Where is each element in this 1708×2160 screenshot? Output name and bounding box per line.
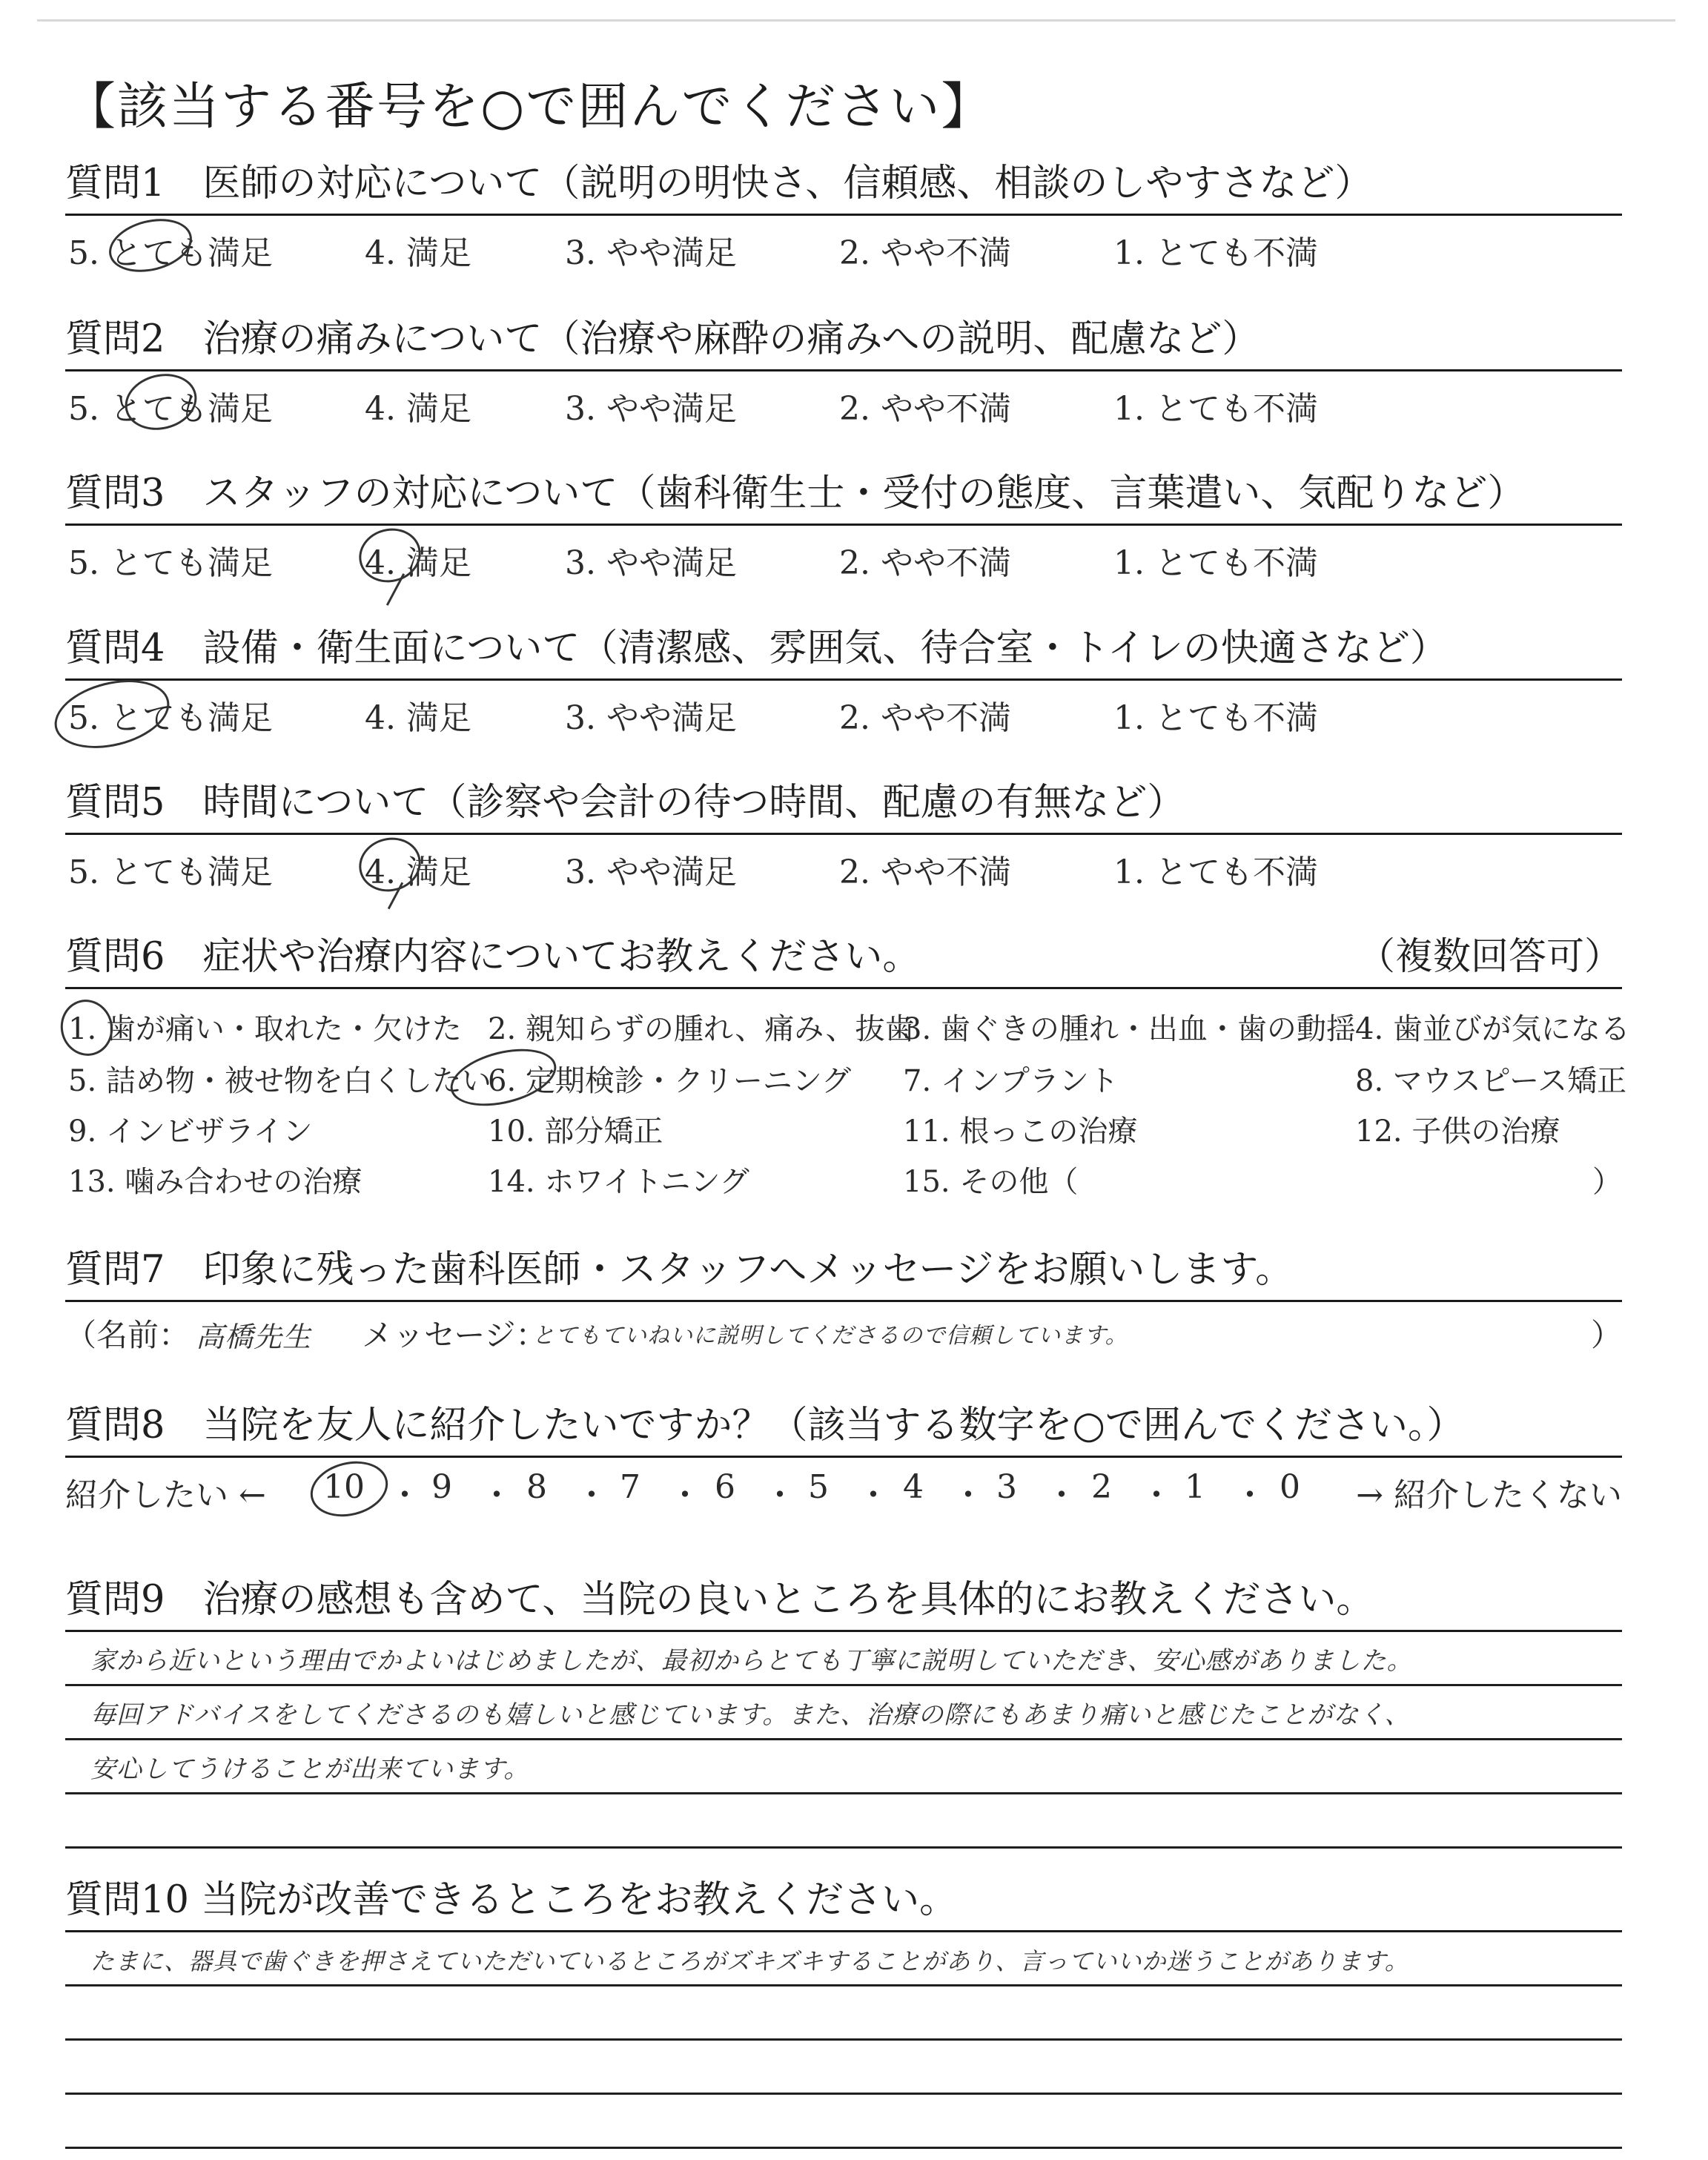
question-title: 質問10 当院が改善できるところをお教えください。 — [65, 1878, 958, 1922]
handwritten-text: 家から近いという理由でかよいはじめましたが、最初からとても丁寧に説明していただき、安心感がありました。 — [90, 1646, 1413, 1676]
scale-2[interactable]: 2 — [1091, 1468, 1112, 1506]
question-2 — [65, 308, 1622, 428]
option-1[interactable]: 1. とても不満 — [1113, 234, 1318, 272]
question-6 — [65, 925, 1630, 1204]
selection-circle — [55, 994, 119, 1062]
rating-options — [65, 681, 1622, 737]
answer-line[interactable] — [65, 1794, 1622, 1849]
option-4[interactable]: 4. 満足 — [365, 699, 471, 737]
scale-separator: ・ — [669, 1476, 701, 1514]
handwritten-text: たまに、器具で歯ぐきを押さえていただいているところがズキズキすることがあり、言っていいか迷うことがあります。 — [90, 1947, 1409, 1975]
scale-5[interactable]: 5 — [808, 1468, 829, 1506]
question-title: 質問7 印象に残った歯科医師・スタッフへメッセージをお願いします。 — [65, 1248, 1294, 1292]
answer-lines — [65, 1932, 1622, 2149]
rating-options — [65, 216, 1622, 272]
other-paren-close: ） — [1592, 1165, 1622, 1199]
treatment-option-9[interactable]: 9. インビザライン — [68, 1114, 313, 1149]
option-3[interactable]: 3. やや満足 — [565, 853, 737, 891]
option-4[interactable]: 4. 満足 — [365, 390, 471, 428]
option-2[interactable]: 2. やや不満 — [839, 390, 1011, 428]
scale-separator: ・ — [764, 1476, 796, 1514]
question-title: 質問9 治療の感想も含めて、当院の良いところを具体的にお教えください。 — [65, 1578, 1374, 1622]
option-3[interactable]: 3. やや満足 — [565, 234, 737, 272]
scale-0[interactable]: 0 — [1280, 1468, 1300, 1506]
question-5 — [65, 771, 1622, 891]
option-5[interactable]: 5. とても満足 — [68, 390, 273, 428]
answer-line[interactable] — [65, 1686, 1622, 1740]
selection-circle — [47, 669, 176, 759]
treatment-option-7[interactable]: 7. インプラント — [903, 1064, 1119, 1098]
treatment-option-11[interactable]: 11. 根っこの治療 — [903, 1114, 1138, 1149]
treatment-option-4[interactable]: 4. 歯並びが気になる — [1355, 1012, 1630, 1046]
question-7 — [65, 1238, 1622, 1354]
option-5[interactable]: 5. とても満足 — [68, 699, 273, 737]
option-4[interactable]: 4. 満足 — [365, 234, 471, 272]
option-5[interactable]: 5. とても満足 — [68, 544, 273, 582]
selection-circle — [305, 1453, 394, 1525]
question-1 — [65, 152, 1622, 272]
recommend-scale — [65, 1458, 1622, 1514]
scale-4[interactable]: 4 — [903, 1468, 924, 1506]
treatment-option-5[interactable]: 5. 詰め物・被せ物を白くしたい — [68, 1064, 491, 1098]
question-title: 質問6 症状や治療内容についてお教えください。 — [65, 935, 921, 979]
top-rule — [37, 19, 1675, 22]
treatment-option-13[interactable]: 13. 噛み合わせの治療 — [68, 1165, 363, 1199]
handwritten-text: 毎回アドバイスをしてくださるのも嬉しいと感じています。また、治療の際にもあまり痛いと感じたことがなく、 — [90, 1700, 1411, 1730]
treatment-option-14[interactable]: 14. ホワイトニング — [488, 1165, 749, 1199]
message-field[interactable]: とてもていねいに説明してくださるので信頼しています。 — [532, 1323, 1128, 1349]
question-8 — [65, 1394, 1622, 1514]
scale-separator: ・ — [480, 1476, 513, 1514]
question-10 — [65, 1869, 1622, 2149]
question-title: 質問1 医師の対応について（説明の明快さ、信頼感、相談のしやすさなど） — [65, 162, 1373, 205]
answer-line[interactable] — [65, 2041, 1622, 2095]
answer-line[interactable] — [65, 2095, 1622, 2149]
treatment-option-2[interactable]: 2. 親知らずの腫れ、痛み、抜歯 — [488, 1012, 915, 1046]
option-2[interactable]: 2. やや不満 — [839, 699, 1011, 737]
option-4[interactable]: 4. 満足 — [365, 544, 471, 582]
option-3[interactable]: 3. やや満足 — [565, 699, 737, 737]
treatment-options — [65, 989, 1630, 1204]
answer-line[interactable] — [65, 1632, 1622, 1686]
handwritten-text: 安心してうけることが出来ています。 — [90, 1754, 530, 1784]
message-row — [65, 1302, 1622, 1354]
scale-separator: ・ — [1045, 1476, 1078, 1514]
option-1[interactable]: 1. とても不満 — [1113, 699, 1318, 737]
option-1[interactable]: 1. とても不満 — [1113, 544, 1318, 582]
treatment-option-15[interactable]: 15. その他（ — [903, 1165, 1079, 1199]
message-paren-close: ） — [1590, 1317, 1622, 1353]
message-label: メッセージ： — [362, 1317, 547, 1353]
rating-options — [65, 371, 1622, 428]
treatment-option-1[interactable]: 1. 歯が痛い・取れた・欠けた — [68, 1012, 462, 1046]
scale-separator: ・ — [1234, 1476, 1266, 1514]
question-title: 質問8 当院を友人に紹介したいですか？（該当する数字を○で囲んでください。） — [65, 1404, 1465, 1447]
answer-line[interactable] — [65, 1986, 1622, 2041]
page-header: 【該当する番号を○で囲んでください】 — [65, 78, 993, 136]
question-title: 質問5 時間について（診察や会計の待つ時間、配慮の有無など） — [65, 781, 1185, 825]
question-title: 質問3 スタッフの対応について（歯科衛生士・受付の態度、言葉遣い、気配りなど） — [65, 472, 1526, 515]
name-field[interactable]: 高橋先生 — [196, 1321, 312, 1353]
question-9 — [65, 1568, 1622, 1849]
scale-separator: ・ — [952, 1476, 984, 1514]
rating-options — [65, 835, 1622, 891]
answer-line[interactable] — [65, 1740, 1622, 1794]
answer-line[interactable] — [65, 1932, 1622, 1986]
question-4 — [65, 617, 1622, 737]
question-3 — [65, 462, 1622, 582]
treatment-option-10[interactable]: 10. 部分矯正 — [488, 1114, 663, 1149]
option-5[interactable]: 5. とても満足 — [68, 234, 273, 272]
treatment-option-6[interactable]: 6. 定期検診・クリーニング — [488, 1064, 852, 1098]
scale-9[interactable]: 9 — [431, 1468, 452, 1506]
scale-1[interactable]: 1 — [1185, 1468, 1205, 1506]
question-title: 質問4 設備・衛生面について（清潔感、雰囲気、待合室・トイレの快適さなど） — [65, 627, 1448, 670]
scale-separator: ・ — [1140, 1476, 1173, 1514]
treatment-option-12[interactable]: 12. 子供の治療 — [1355, 1114, 1560, 1149]
rating-options — [65, 526, 1622, 582]
option-2[interactable]: 2. やや不満 — [839, 234, 1011, 272]
scale-3[interactable]: 3 — [996, 1468, 1017, 1506]
option-2[interactable]: 2. やや不満 — [839, 544, 1011, 582]
selection-circle — [445, 1039, 563, 1115]
scale-left-label: 紹介したい ← — [65, 1476, 266, 1514]
scale-7[interactable]: 7 — [620, 1468, 640, 1506]
treatment-option-3[interactable]: 3. 歯ぐきの腫れ・出血・歯の動揺 — [903, 1012, 1356, 1046]
name-label: （名前： — [65, 1317, 191, 1353]
option-4[interactable]: 4. 満足 — [365, 853, 471, 891]
question-title: 質問2 治療の痛みについて（治療や麻酔の痛みへの説明、配慮など） — [65, 317, 1260, 361]
scale-8[interactable]: 8 — [526, 1468, 547, 1506]
option-3[interactable]: 3. やや満足 — [565, 544, 737, 582]
answer-lines — [65, 1632, 1622, 1849]
scale-6[interactable]: 6 — [715, 1468, 735, 1506]
question-note: （複数回答可） — [1357, 935, 1622, 979]
option-5[interactable]: 5. とても満足 — [68, 853, 273, 891]
scale-separator: ・ — [388, 1476, 421, 1514]
option-2[interactable]: 2. やや不満 — [839, 853, 1011, 891]
treatment-option-8[interactable]: 8. マウスピース矯正 — [1355, 1064, 1627, 1098]
option-3[interactable]: 3. やや満足 — [565, 390, 737, 428]
scale-10[interactable]: 10 — [323, 1468, 365, 1506]
option-1[interactable]: 1. とても不満 — [1113, 390, 1318, 428]
scale-separator: ・ — [575, 1476, 608, 1514]
scale-separator: ・ — [857, 1476, 890, 1514]
scale-right-label: → 紹介したくない — [1356, 1476, 1622, 1514]
option-1[interactable]: 1. とても不満 — [1113, 853, 1318, 891]
